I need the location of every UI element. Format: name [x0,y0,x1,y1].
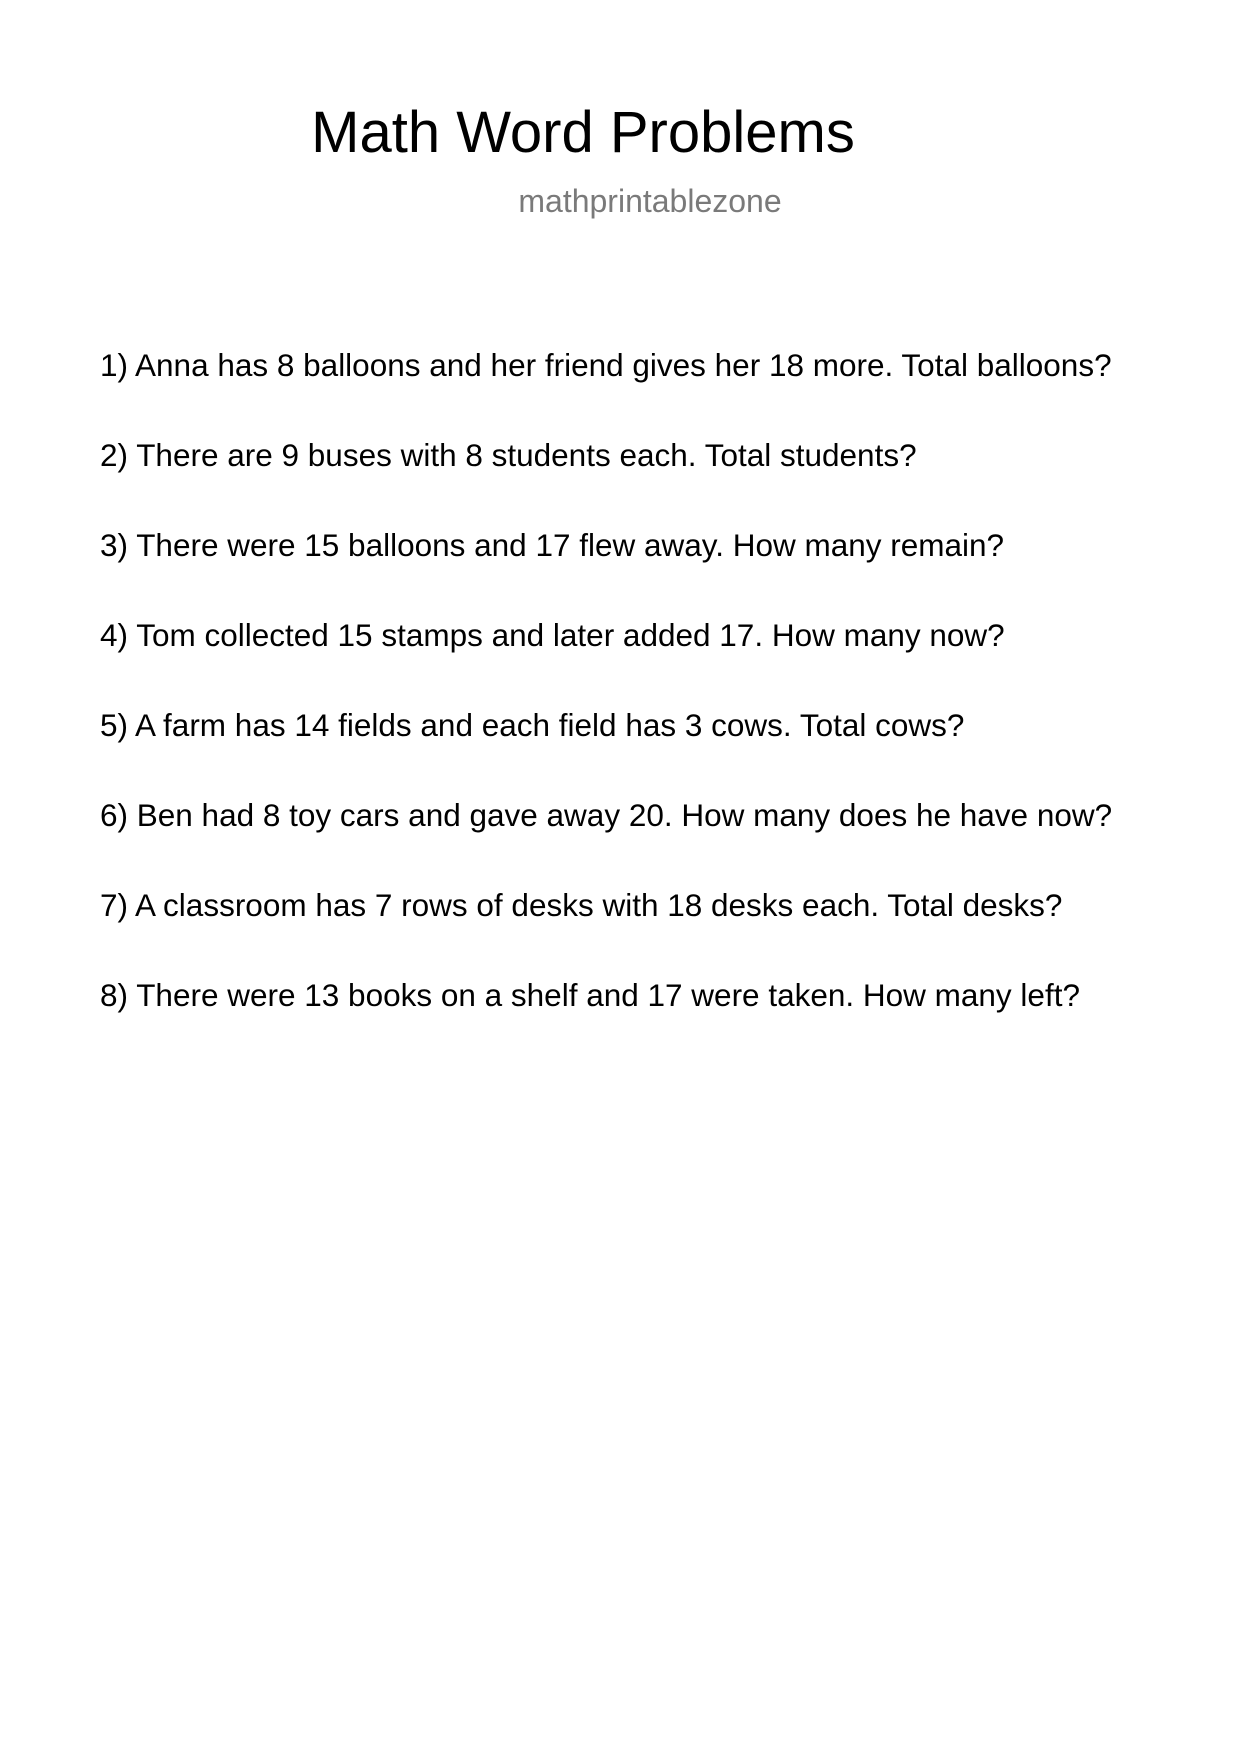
page-title: Math Word Problems [311,100,855,165]
problem-item: 1) Anna has 8 balloons and her friend gives her 18 more. Total balloons? [100,347,1112,383]
problem-item: 4) Tom collected 15 stamps and later added 17. How many now? [100,617,1005,653]
problem-item: 3) There were 15 balloons and 17 flew away. How many remain? [100,527,1005,563]
problem-item: 7) A classroom has 7 rows of desks with 18 desks each. Total desks? [100,887,1063,923]
problem-item: 5) A farm has 14 fields and each field has 3 cows. Total cows? [100,707,965,743]
source-label: mathprintablezone [518,183,782,219]
problem-item: 8) There were 13 books on a shelf and 17 were taken. How many left? [100,977,1080,1013]
problem-item: 6) Ben had 8 toy cars and gave away 20. How many does he have now? [100,797,1113,833]
problem-list [100,345,1112,1065]
problem-item: 2) There are 9 buses with 8 students each. Total students? [100,437,917,473]
